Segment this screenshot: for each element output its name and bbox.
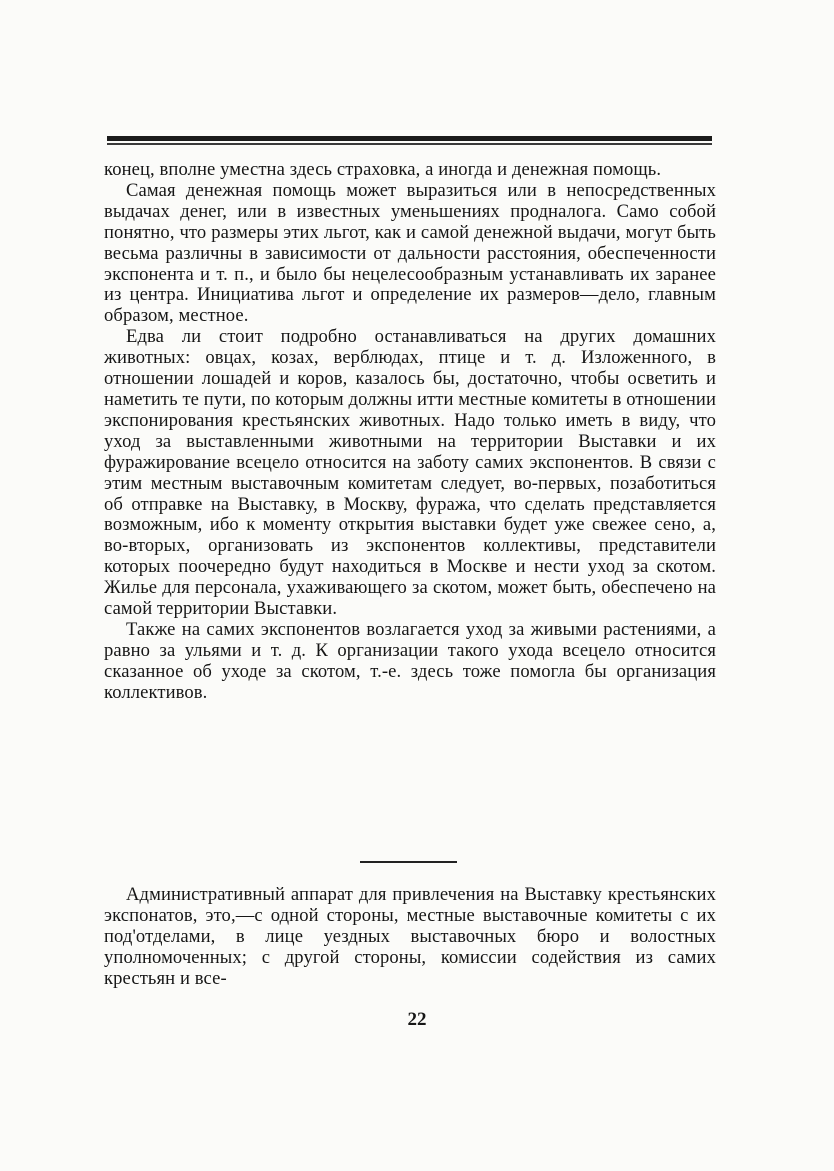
- paragraph-5: Административный аппарат для привлечения на Выставку крестьянских экспонатов, это,—с одной стороны, местные выставочные комитеты с их под'отделами, в лице уездных выставочных бюро и волостных уполномоченных; с другой стороны, комиссии содействия из самих крестьян и все-: [104, 884, 716, 989]
- top-rule-secondary: [107, 143, 712, 145]
- top-rule: [107, 136, 712, 141]
- page-number: 22: [407, 1009, 427, 1030]
- section-divider: [360, 861, 457, 863]
- paragraph-4: Также на самих экспонентов возлагается уход за живыми растениями, а равно за ульями и т. д. К организации такого ухода всецело относится сказанное об уходе за скотом, т.-е. здесь тоже помогла бы организация коллективов.: [104, 618, 716, 703]
- section-1-text: [104, 160, 716, 704]
- section-2-text: [104, 885, 716, 990]
- paragraph-1: конец, вполне уместна здесь страховка, а иногда и денежная помощь.: [104, 159, 662, 180]
- paragraph-2: Самая денежная помощь может выразиться или в непосредственных выдачах денег, или в известных уменьшениях продналога. Само собой понятно, что размеры этих льгот, как и самой денежной выдачи, могут быть весьма различны в зависимости от дальности расстояния, обеспеченности экспонента и т. п., и было бы нецелесообразным устанавливать их заранее из центра. Инициатива льгот и определение их размеров—дело, главным образом, местное.: [104, 179, 716, 327]
- paragraph-3: Едва ли стоит подробно останавливаться на других домашних животных: овцах, козах, верблюдах, птице и т. д. Изложенного, в отношении лошадей и коров, казалось бы, достаточно, чтобы осветить и наметить те пути, по которым должны итти местные комитеты в отношении экспонирования крестьянских животных. Надо только иметь в виду, что уход за выставленными животными на территории Выставки и их фуражирование всецело относится на заботу самих экспонентов. В связи с этим местным выставочным комитетам следует, во-первых, позаботиться об отправке на Выставку, в Москву, фуража, что сделать представляется возможным, ибо к моменту открытия выставки будет уже свежее сено, а, во-вторых, организовать из экспонентов коллективы, представители которых поочередно будут находиться в Москве и нести уход за скотом. Жилье для персонала, ухаживающего за скотом, может быть, обеспечено на самой территории Выставки.: [104, 326, 716, 620]
